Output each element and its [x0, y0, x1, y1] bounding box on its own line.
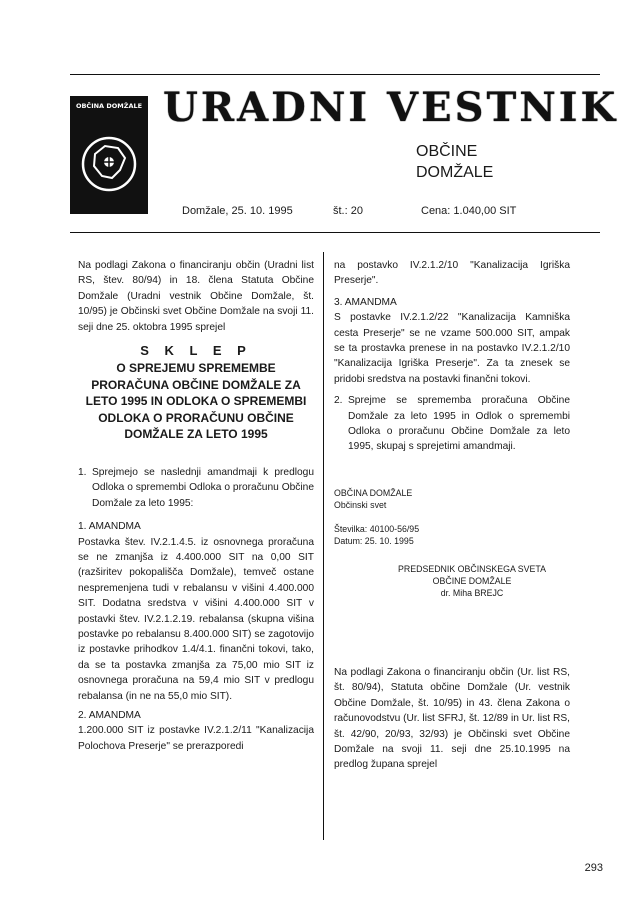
- signature-name: dr. Miha BREJC: [440, 587, 504, 598]
- municipality-line-2: DOMŽALE: [416, 164, 494, 181]
- signature-title: PREDSEDNIK OBČINSKEGA SVETA: [398, 563, 546, 574]
- issue-number: št.: 20: [333, 205, 363, 217]
- list-item-text: Sprejme se sprememba proračuna Občine Domžale za leto 1995 in Odlok o spremembi Odloka o proračunu Občine Domžale za leto 1995, skupaj s sprejetimi amandmaji.: [348, 395, 570, 453]
- place-date: Domžale, 25. 10. 1995: [182, 205, 293, 217]
- municipality-line-1: OBČINE: [416, 143, 478, 160]
- continued-text: na postavko IV.2.1.2/10 "Kanalizacija Igriška Preserje".: [334, 260, 570, 287]
- signature-block: [374, 563, 570, 599]
- reference: [334, 523, 570, 547]
- left-column: [78, 258, 314, 754]
- amendment-3-heading: 3. AMANDMA: [334, 296, 397, 308]
- right-column: [334, 258, 570, 773]
- sklep-title: O SPREJEMU SPREMEMBE PRORAČUNA OBČINE DOMŽALE ZA LETO 1995 IN ODLOKA O SPREMEMBI ODLOKA O PRORAČUNU OBČINE DOMŽALE ZA LETO 1995: [85, 361, 307, 442]
- intro-paragraph: Na podlagi Zakona o financiranju občin (Uradni list RS, štev. 80/94) in 18. člena Statuta Občine Domžale (Uradni vestnik Občine Domžale, št. 10/95) je Občinski svet Občine Domžale na svoji 11. seji dne 25. oktobra 1995 sprejel: [78, 260, 314, 333]
- issuing-body: [334, 487, 570, 511]
- masthead-title: URADNI VESTNIK: [163, 84, 619, 131]
- top-rule: [70, 74, 600, 75]
- org-line: Občinski svet: [334, 499, 387, 510]
- amendment-3-text: S postavke IV.2.1.2/22 "Kanalizacija Kamniška cesta Preserje" se ne vzame 500.000 SIT, ampak se ta prostavka prenese in na postavko IV.2.1.2/10 "Kanalizacija Igriška Preserje". Za ta znesek se pridobi sredstva na postavki finančni tokovi.: [334, 312, 570, 385]
- reference-date: Datum: 25. 10. 1995: [334, 535, 414, 546]
- reference-number: Številka: 40100-56/95: [334, 523, 420, 534]
- list-item-1: [78, 465, 314, 511]
- header-bottom-rule: [70, 232, 600, 233]
- next-act-intro: Na podlagi Zakona o financiranju občin (Ur. list RS, št. 80/94), Statuta občine Domžale (Ur. vestnik Občine Domžale, št. 10/95) in 43. člena Zakona o računovodstvu (Ur. list SFRJ, št. 12/89 in Ur. list RS, št. 42/90, 20/93, 32/93) je Občinski svet Občine Domžale na svoji 11. seji dne 25.10.1995 na predlog župana sprejel: [334, 666, 570, 771]
- amendment-1-text: Postavka štev. IV.2.1.4.5. iz osnovnega proračuna se ne zmanjša iz 4.400.000 SIT na 0,00 SIT (razširitev pokopališča Domžale), temveč ostane nespremenjena tudi v rebalansu v višini 4.400.000 SIT. Dodatna sredstva v višini 4.400.000 SIT v postavki štev. IV.2.1.2.19. rebalansa (skupna višina postavke po rebalansu 8.400.000 SIT) se zagotovijo iz postavke prihodkov 1.4/4.1. finančni tokovi, tako, da se ta postavka zmanjša za 75,00 mio SIT iz osnovnega proračuna na 59,4 mio SIT v predlogu rebalansa (in ne na 55,0 mio SIT).: [78, 536, 314, 702]
- amendment-1-heading: 1. AMANDMA: [78, 521, 141, 533]
- price: Cena: 1.040,00 SIT: [421, 205, 517, 217]
- municipality-name: [416, 141, 493, 183]
- svg-text:OBČINA DOMŽALE: OBČINA DOMŽALE: [75, 102, 143, 110]
- amendment-2-heading: 2. AMANDMA: [78, 710, 141, 722]
- page-number: 293: [584, 862, 603, 874]
- amendment-2-text: 1.200.000 SIT iz postavke IV.2.1.2/11 "Kanalizacija Polochova Preserje" se prerazporedi: [78, 725, 314, 752]
- list-item-text: Sprejmejo se naslednji amandmaji k predlogu Odloka o spremembi Odloka o proračunu Občine Domžale za leto 1995:: [92, 466, 314, 509]
- list-item-2: [334, 393, 570, 455]
- list-item-number: 1.: [78, 466, 87, 478]
- org-line: OBČINA DOMŽALE: [334, 487, 413, 498]
- list-item-number: 2.: [334, 395, 343, 407]
- municipality-crest-logo: [70, 96, 148, 214]
- sklep-heading: S K L E P: [140, 343, 252, 359]
- signature-office: OBČINE DOMŽALE: [432, 575, 512, 586]
- column-divider: [323, 252, 324, 840]
